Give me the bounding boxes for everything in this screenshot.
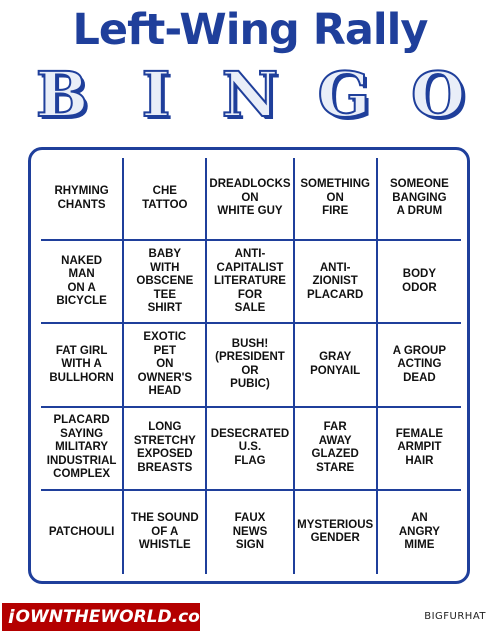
bingo-letter-g: G xyxy=(317,58,371,131)
bingo-cell[interactable]: A GROUP ACTING DEAD xyxy=(378,324,461,407)
bingo-cell[interactable]: SOMEONE BANGING A DRUM xyxy=(378,158,461,241)
bingo-card xyxy=(28,147,470,584)
bingo-cell[interactable]: CHE TATTOO xyxy=(124,158,207,241)
bingo-letter-b: B xyxy=(35,58,89,131)
bingo-cell[interactable]: PLACARD SAYING MILITARY INDUSTRIAL COMPLEX xyxy=(41,408,124,491)
bingo-cell[interactable]: AN ANGRY MIME xyxy=(398,512,440,552)
logo-i-glyph: i xyxy=(8,606,15,628)
bingo-cell[interactable]: DREADLOCKS ON WHITE GUY xyxy=(207,158,294,241)
bingo-cell[interactable]: PATCHOULI xyxy=(41,491,124,574)
bingo-cell[interactable]: SOMETHING ON FIRE xyxy=(295,158,378,241)
bingo-cell[interactable]: ANTI- ZIONIST PLACARD xyxy=(295,241,378,324)
bingo-cell[interactable]: BUSH! (PRESIDENT OR PUBIC) xyxy=(207,324,294,407)
artist-credit: BIGFURHAT xyxy=(424,611,486,622)
bingo-grid xyxy=(41,158,461,574)
bingo-cell[interactable]: GRAY PONYAIL xyxy=(295,324,378,407)
bingo-cell[interactable]: FAUX NEWS SIGN xyxy=(207,491,294,574)
logo-text: OWNTHEWORLD.com xyxy=(15,607,218,627)
bingo-cell[interactable]: ANTI- CAPITALIST LITERATURE FOR SALE xyxy=(207,241,294,324)
bingo-header xyxy=(28,58,472,131)
bingo-letter-i: I xyxy=(141,58,171,131)
bingo-cell[interactable]: MYSTERIOUS GENDER xyxy=(295,491,378,574)
bingo-cell[interactable]: BODY ODOR xyxy=(378,241,461,324)
bingo-cell[interactable]: DESECRATED U.S. FLAG xyxy=(207,408,294,491)
bingo-cell[interactable]: BABY WITH OBSCENE TEE SHIRT xyxy=(124,241,207,324)
bingo-cell[interactable]: LONG STRETCHY EXPOSED BREASTS xyxy=(124,408,207,491)
bingo-cell[interactable]: RHYMING CHANTS xyxy=(41,158,124,241)
bingo-cell[interactable]: THE SOUND OF A WHISTLE xyxy=(124,491,207,574)
bingo-cell[interactable]: FAR AWAY GLAZED STARE xyxy=(295,408,378,491)
bingo-cell[interactable]: FEMALE ARMPIT HAIR xyxy=(378,408,461,491)
bingo-cell[interactable]: NAKED MAN ON A BICYCLE xyxy=(41,241,124,324)
site-logo[interactable] xyxy=(2,603,218,631)
bingo-cell[interactable]: EXOTIC PET ON OWNER'S HEAD xyxy=(124,324,207,407)
bingo-letter-o: O xyxy=(410,58,465,131)
page-title: Left-Wing Rally xyxy=(72,5,428,55)
bingo-cell[interactable]: FAT GIRL WITH A BULLHORN xyxy=(41,324,124,407)
bingo-letter-n: N xyxy=(221,58,279,131)
